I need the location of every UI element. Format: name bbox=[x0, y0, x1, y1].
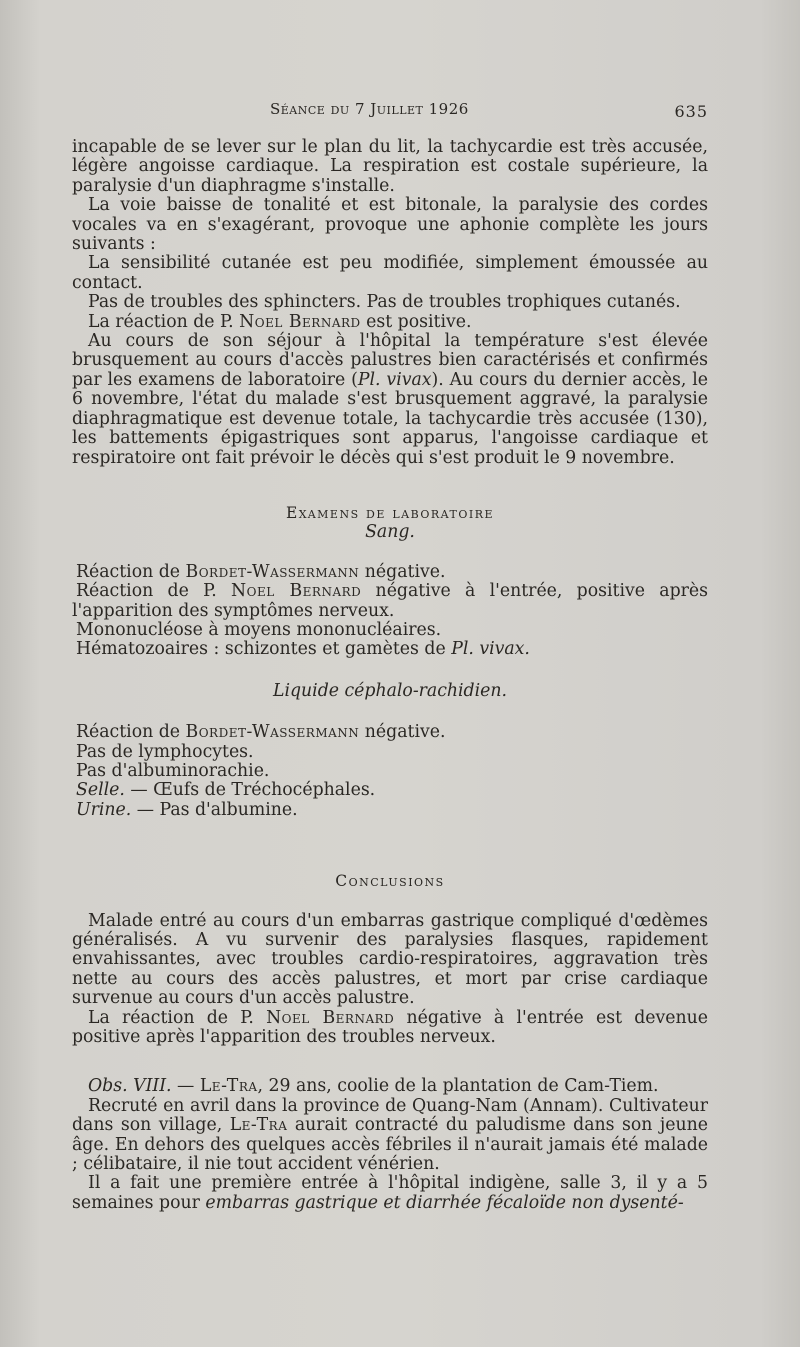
stool-result bbox=[72, 781, 708, 800]
text: — Œufs de Tréchocéphales. bbox=[124, 780, 376, 801]
paragraph-intro-4: Pas de troubles des sphincters. Pas de troubles trophiques cutanés. bbox=[88, 292, 681, 313]
urine-result bbox=[72, 801, 708, 820]
patient-name: Le-Tra bbox=[199, 1076, 258, 1097]
paragraph-course bbox=[72, 332, 708, 468]
text: , 29 ans, coolie de la plantation de Cam-Tiem. bbox=[257, 1076, 659, 1097]
author-name: Bordet-Wassermann bbox=[185, 561, 360, 582]
paragraph-obs8-history bbox=[72, 1097, 708, 1175]
paragraph-intro-3: La sensibilité cutanée est peu modifiée, simplement émoussée au contact. bbox=[72, 253, 708, 293]
text: — bbox=[171, 1076, 200, 1097]
page-content bbox=[72, 100, 708, 1213]
blood-bw bbox=[72, 563, 708, 582]
diagnosis: embarras gastrique et diarrhée fécaloïde non dysenté- bbox=[205, 1192, 684, 1213]
page-number: 635 bbox=[674, 102, 708, 121]
text: négative. bbox=[359, 561, 446, 582]
csf-results bbox=[72, 723, 708, 820]
csf-bw bbox=[72, 723, 708, 742]
text: La réaction de P. bbox=[88, 1007, 267, 1028]
text: Réaction de P. bbox=[76, 581, 231, 602]
paragraph-conclusion-1: Malade entré au cours d'un embarras gastrique compliqué d'œdèmes généralisés. A vu survenir des paralysies flasques, rapidement envahissantes, avec troubles cardio-respiratoires, aggravation très nette au cours des accès palustres, et mort par crise cardiaque survenue au cours d'un accès palustre. bbox=[72, 910, 708, 1009]
paragraph-obs8-title bbox=[72, 1077, 708, 1096]
blood-mononucleose: Mononucléose à moyens mononucléaires. bbox=[76, 619, 442, 640]
text: ). Au cours du dernier accès, le 6 novembre, l'état du malade s'est brusquement aggravé, la paralysie diaphragmatique est devenue totale, la tachycardie très accusée (130), les battements épigastriques sont apparus, l'angoisse cardiaque et respiratoire ont fait prévoir le décès qui s'est produit le 9 novembre. bbox=[72, 369, 709, 468]
subheading-csf: Liquide céphalo-rachidien. bbox=[272, 680, 507, 701]
text: Recruté en avril dans la province de Quang-Nam (Annam). Cultivateur dans son village, bbox=[72, 1095, 708, 1136]
text: — Pas d'albumine. bbox=[131, 799, 298, 820]
paragraph-conclusion-2 bbox=[72, 1009, 708, 1048]
paragraph-obs8-admission bbox=[72, 1174, 708, 1213]
text: Hématozoaires : schizontes et gamètes de bbox=[76, 639, 452, 660]
blood-results bbox=[72, 563, 708, 660]
species-name: Pl. vivax. bbox=[451, 639, 530, 660]
text: Au cours de son séjour à l'hôpital la température s'est élevée brusquement au cours d'accès palustres bien caractérisés et confirmés par les examens de laboratoire ( bbox=[72, 331, 708, 390]
csf-lympho: Pas de lymphocytes. bbox=[76, 741, 254, 762]
author-name: Noel Bernard bbox=[230, 581, 362, 602]
paragraph-reaction bbox=[72, 313, 708, 332]
section-heading-lab: Examens de laboratoire bbox=[285, 503, 495, 522]
section-heading-conclusions: Conclusions bbox=[335, 872, 445, 891]
paragraph-intro-2: La voie baisse de tonalité et est bitonale, la paralysie des cordes vocales va en s'exagérant, provoque une aphonie complète les jours suivants : bbox=[72, 195, 708, 255]
running-header bbox=[72, 100, 708, 126]
text: est positive. bbox=[360, 311, 472, 332]
text: Réaction de bbox=[76, 722, 186, 743]
paragraph-intro-1: incapable de se lever sur le plan du lit, la tachycardie est très accusée, légère angoisse cardiaque. La respiration est costale supérieure, la paralysie d'un diaphragme s'installe. bbox=[72, 137, 708, 196]
text: négative à l'entrée est devenue positive après l'apparition des troubles nerveux. bbox=[72, 1007, 708, 1048]
subheading-blood: Sang. bbox=[365, 522, 415, 543]
text: négative à l'entrée, positive après l'apparition des symptômes nerveux. bbox=[72, 581, 708, 621]
text: Réaction de bbox=[76, 561, 186, 582]
text: négative. bbox=[359, 722, 446, 743]
obs-label: Obs. VIII. bbox=[88, 1076, 172, 1097]
species-name: Pl. vivax bbox=[357, 369, 432, 390]
header-title: Séance du 7 Juillet 1926 bbox=[270, 100, 469, 118]
blood-nb bbox=[72, 582, 708, 621]
text: La réaction de P. bbox=[88, 311, 240, 332]
blood-hemato bbox=[72, 640, 708, 659]
author-name: Noel Bernard bbox=[266, 1007, 395, 1028]
label: Urine. bbox=[76, 799, 132, 820]
patient-name: Le-Tra bbox=[229, 1115, 288, 1136]
csf-albumino: Pas d'albuminorachie. bbox=[76, 760, 270, 781]
label: Selle. bbox=[76, 780, 125, 801]
text: aurait contracté du paludisme dans son jeune âge. En dehors des quelques accès fébriles il n'aurait jamais été malade ; célibataire, il nie tout accident vénérien. bbox=[72, 1115, 708, 1175]
author-name: Noel Bernard bbox=[239, 311, 361, 332]
author-name: Bordet-Wassermann bbox=[185, 722, 360, 743]
text: Il a fait une première entrée à l'hôpital indigène, salle 3, il y a 5 semaines pour bbox=[72, 1173, 708, 1213]
